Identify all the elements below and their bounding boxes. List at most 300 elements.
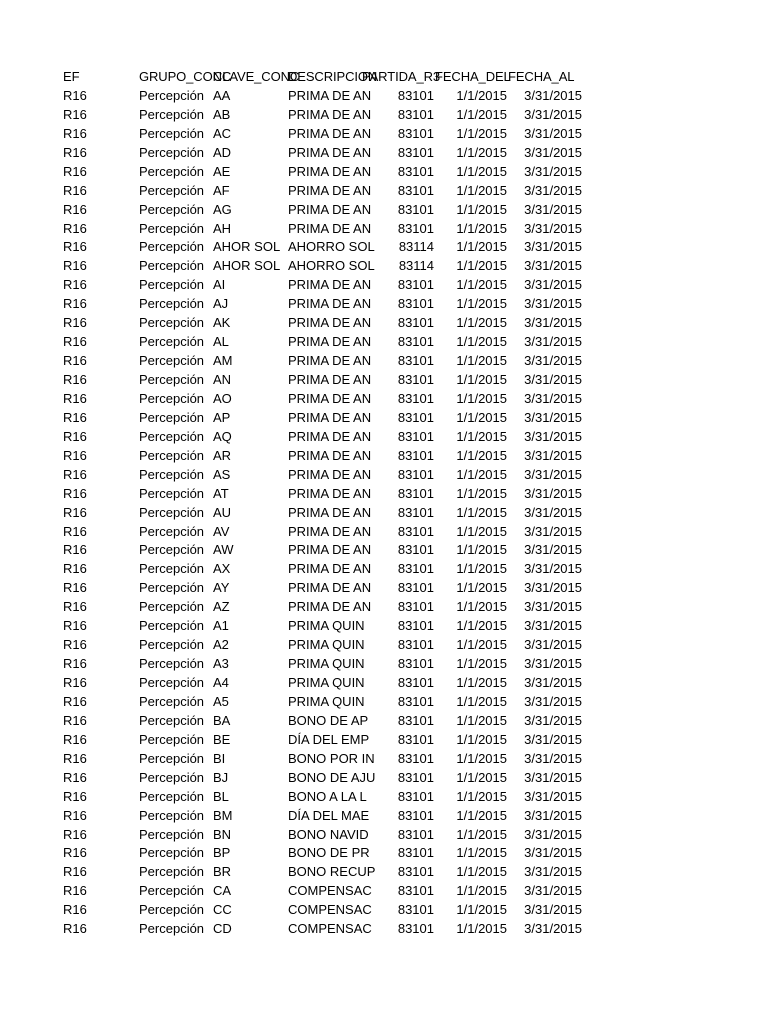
cell-grupo[interactable]: Percepción: [139, 845, 205, 861]
cell-clave[interactable]: AP: [213, 409, 231, 425]
cell-grupo[interactable]: Percepción: [139, 182, 205, 198]
cell-ef[interactable]: R16: [63, 409, 87, 425]
cell-clave[interactable]: AY: [213, 580, 230, 596]
cell-descripcion[interactable]: PRIMA DE AN: [288, 163, 372, 179]
cell-clave[interactable]: CD: [213, 921, 232, 937]
cell-descripcion[interactable]: COMPENSAC: [288, 883, 372, 899]
cell-fecha-del[interactable]: 1/1/2015: [456, 182, 507, 198]
cell-partida[interactable]: 83101: [397, 656, 434, 672]
cell-partida[interactable]: 83101: [397, 201, 434, 217]
cell-descripcion[interactable]: PRIMA DE AN: [288, 334, 372, 350]
cell-fecha-del[interactable]: 1/1/2015: [456, 353, 507, 369]
cell-descripcion[interactable]: AHORRO SOL: [288, 239, 375, 255]
cell-partida[interactable]: 83101: [397, 883, 434, 899]
cell-partida[interactable]: 83101: [397, 87, 434, 103]
cell-clave[interactable]: AK: [213, 315, 231, 331]
header-descripcion[interactable]: DESCRIPCION: [288, 69, 378, 84]
cell-clave[interactable]: AM: [213, 353, 233, 369]
cell-fecha-al[interactable]: 3/31/2015: [524, 902, 582, 918]
cell-clave[interactable]: BE: [213, 731, 231, 747]
cell-ef[interactable]: R16: [63, 675, 87, 690]
cell-ef[interactable]: R16: [63, 826, 87, 842]
cell-fecha-del[interactable]: 1/1/2015: [456, 428, 507, 444]
cell-fecha-del[interactable]: 1/1/2015: [456, 883, 507, 899]
cell-fecha-al[interactable]: 3/31/2015: [524, 428, 582, 444]
cell-descripcion[interactable]: PRIMA QUIN: [288, 693, 365, 709]
cell-clave[interactable]: AU: [213, 504, 232, 520]
cell-ef[interactable]: R16: [63, 561, 87, 577]
cell-ef[interactable]: R16: [63, 864, 87, 880]
cell-partida[interactable]: 83101: [397, 845, 434, 861]
cell-partida[interactable]: 83101: [397, 409, 434, 425]
cell-fecha-del[interactable]: 1/1/2015: [456, 769, 507, 785]
cell-descripcion[interactable]: BONO DE AJU: [288, 769, 376, 785]
cell-fecha-al[interactable]: 3/31/2015: [524, 296, 582, 312]
cell-partida[interactable]: 83101: [397, 372, 434, 387]
cell-fecha-del[interactable]: 1/1/2015: [456, 87, 507, 103]
cell-descripcion[interactable]: BONO RECUP: [288, 864, 376, 880]
cell-grupo[interactable]: Percepción: [139, 485, 205, 501]
cell-partida[interactable]: 83101: [397, 334, 434, 350]
cell-ef[interactable]: R16: [63, 182, 87, 198]
cell-ef[interactable]: R16: [63, 125, 87, 141]
cell-partida[interactable]: 83101: [397, 144, 434, 160]
cell-partida[interactable]: 83101: [397, 693, 434, 709]
cell-ef[interactable]: R16: [63, 390, 87, 406]
cell-clave[interactable]: AF: [213, 182, 230, 198]
cell-ef[interactable]: R16: [63, 296, 87, 312]
cell-fecha-del[interactable]: 1/1/2015: [456, 125, 507, 141]
cell-ef[interactable]: R16: [63, 372, 87, 387]
cell-clave[interactable]: AN: [213, 372, 232, 387]
cell-partida[interactable]: 83101: [397, 712, 434, 728]
cell-ef[interactable]: R16: [63, 428, 87, 444]
cell-grupo[interactable]: Percepción: [139, 769, 205, 785]
cell-fecha-del[interactable]: 1/1/2015: [456, 409, 507, 425]
cell-fecha-al[interactable]: 3/31/2015: [524, 485, 582, 501]
cell-fecha-al[interactable]: 3/31/2015: [524, 864, 582, 880]
cell-ef[interactable]: R16: [63, 106, 87, 122]
cell-ef[interactable]: R16: [63, 315, 87, 331]
cell-fecha-al[interactable]: 3/31/2015: [524, 769, 582, 785]
cell-grupo[interactable]: Percepción: [139, 902, 205, 918]
cell-partida[interactable]: 83101: [397, 182, 434, 198]
cell-fecha-del[interactable]: 1/1/2015: [456, 220, 507, 236]
cell-clave[interactable]: AHOR SOL: [213, 258, 281, 274]
cell-grupo[interactable]: Percepción: [139, 580, 205, 596]
cell-descripcion[interactable]: PRIMA DE AN: [288, 144, 372, 160]
cell-clave[interactable]: A1: [213, 618, 229, 634]
cell-fecha-al[interactable]: 3/31/2015: [524, 618, 582, 634]
cell-clave[interactable]: BJ: [213, 769, 229, 785]
cell-partida[interactable]: 83101: [397, 277, 434, 293]
cell-grupo[interactable]: Percepción: [139, 504, 205, 520]
cell-descripcion[interactable]: PRIMA DE AN: [288, 504, 372, 520]
cell-fecha-al[interactable]: 3/31/2015: [524, 675, 582, 690]
cell-ef[interactable]: R16: [63, 883, 87, 899]
cell-partida[interactable]: 83101: [397, 542, 434, 558]
header-fecha-al[interactable]: FECHA_AL: [508, 69, 575, 84]
cell-grupo[interactable]: Percepción: [139, 731, 205, 747]
cell-clave[interactable]: BI: [213, 750, 226, 766]
cell-fecha-al[interactable]: 3/31/2015: [524, 845, 582, 861]
cell-clave[interactable]: AW: [213, 542, 234, 558]
cell-fecha-al[interactable]: 3/31/2015: [524, 883, 582, 899]
cell-clave[interactable]: AX: [213, 561, 231, 577]
cell-fecha-del[interactable]: 1/1/2015: [456, 201, 507, 217]
cell-grupo[interactable]: Percepción: [139, 428, 205, 444]
cell-fecha-al[interactable]: 3/31/2015: [524, 921, 582, 937]
cell-grupo[interactable]: Percepción: [139, 334, 205, 350]
cell-ef[interactable]: R16: [63, 447, 87, 463]
cell-partida[interactable]: 83101: [397, 315, 434, 331]
cell-clave[interactable]: A2: [213, 637, 229, 653]
cell-partida[interactable]: 83101: [397, 428, 434, 444]
cell-grupo[interactable]: Percepción: [139, 163, 205, 179]
cell-fecha-al[interactable]: 3/31/2015: [524, 201, 582, 217]
cell-fecha-del[interactable]: 1/1/2015: [456, 750, 507, 766]
header-grupo[interactable]: GRUPO_CONC: [139, 69, 232, 84]
cell-descripcion[interactable]: COMPENSAC: [288, 921, 372, 937]
cell-clave[interactable]: AC: [213, 125, 232, 141]
cell-fecha-del[interactable]: 1/1/2015: [456, 864, 507, 880]
cell-fecha-del[interactable]: 1/1/2015: [456, 902, 507, 918]
cell-ef[interactable]: R16: [63, 731, 87, 747]
cell-fecha-del[interactable]: 1/1/2015: [456, 504, 507, 520]
cell-partida[interactable]: 83101: [397, 769, 434, 785]
cell-ef[interactable]: R16: [63, 220, 87, 236]
cell-descripcion[interactable]: PRIMA DE AN: [288, 277, 372, 293]
cell-fecha-al[interactable]: 3/31/2015: [524, 637, 582, 653]
cell-clave[interactable]: BR: [213, 864, 232, 880]
cell-grupo[interactable]: Percepción: [139, 466, 205, 482]
cell-grupo[interactable]: Percepción: [139, 637, 205, 653]
cell-fecha-del[interactable]: 1/1/2015: [456, 656, 507, 672]
cell-fecha-al[interactable]: 3/31/2015: [524, 106, 582, 122]
cell-grupo[interactable]: Percepción: [139, 390, 205, 406]
cell-partida[interactable]: 83101: [397, 921, 434, 937]
cell-grupo[interactable]: Percepción: [139, 125, 205, 141]
cell-partida[interactable]: 83101: [397, 618, 434, 634]
cell-descripcion[interactable]: PRIMA QUIN: [288, 618, 365, 634]
cell-ef[interactable]: R16: [63, 788, 87, 804]
cell-clave[interactable]: AO: [213, 390, 232, 406]
cell-fecha-del[interactable]: 1/1/2015: [456, 315, 507, 331]
cell-grupo[interactable]: Percepción: [139, 220, 205, 236]
cell-grupo[interactable]: Percepción: [139, 296, 205, 312]
cell-grupo[interactable]: Percepción: [139, 542, 205, 558]
header-partida[interactable]: PARTIDA_R3: [362, 69, 440, 84]
cell-partida[interactable]: 83101: [397, 163, 434, 179]
cell-partida[interactable]: 83101: [397, 807, 434, 823]
cell-fecha-del[interactable]: 1/1/2015: [456, 466, 507, 482]
cell-fecha-del[interactable]: 1/1/2015: [456, 693, 507, 709]
cell-grupo[interactable]: Percepción: [139, 239, 205, 255]
cell-descripcion[interactable]: PRIMA DE AN: [288, 561, 372, 577]
cell-fecha-al[interactable]: 3/31/2015: [524, 504, 582, 520]
cell-fecha-del[interactable]: 1/1/2015: [456, 561, 507, 577]
cell-clave[interactable]: AH: [213, 220, 232, 236]
cell-partida[interactable]: 83101: [397, 106, 434, 122]
cell-descripcion[interactable]: AHORRO SOL: [288, 258, 375, 274]
cell-descripcion[interactable]: PRIMA DE AN: [288, 580, 372, 596]
cell-fecha-al[interactable]: 3/31/2015: [524, 163, 582, 179]
cell-descripcion[interactable]: PRIMA DE AN: [288, 466, 372, 482]
cell-fecha-del[interactable]: 1/1/2015: [456, 599, 507, 615]
cell-fecha-del[interactable]: 1/1/2015: [456, 523, 507, 539]
cell-ef[interactable]: R16: [63, 163, 87, 179]
cell-descripcion[interactable]: PRIMA DE AN: [288, 485, 372, 501]
cell-fecha-del[interactable]: 1/1/2015: [456, 296, 507, 312]
cell-clave[interactable]: BL: [213, 788, 229, 804]
cell-clave[interactable]: AJ: [213, 296, 229, 312]
cell-ef[interactable]: R16: [63, 523, 87, 539]
header-fecha-del[interactable]: FECHA_DEL: [435, 69, 511, 84]
cell-clave[interactable]: AHOR SOL: [213, 239, 281, 255]
cell-fecha-al[interactable]: 3/31/2015: [524, 731, 582, 747]
cell-fecha-al[interactable]: 3/31/2015: [524, 466, 582, 482]
cell-partida[interactable]: 83101: [397, 599, 434, 615]
cell-fecha-del[interactable]: 1/1/2015: [456, 845, 507, 861]
cell-descripcion[interactable]: PRIMA DE AN: [288, 125, 372, 141]
cell-partida[interactable]: 83101: [397, 864, 434, 880]
cell-partida[interactable]: 83114: [398, 239, 434, 255]
cell-descripcion[interactable]: PRIMA DE AN: [288, 353, 372, 369]
cell-grupo[interactable]: Percepción: [139, 807, 205, 823]
cell-ef[interactable]: R16: [63, 599, 87, 615]
cell-fecha-al[interactable]: 3/31/2015: [524, 182, 582, 198]
cell-fecha-al[interactable]: 3/31/2015: [524, 788, 582, 804]
cell-fecha-al[interactable]: 3/31/2015: [524, 542, 582, 558]
cell-clave[interactable]: AT: [213, 485, 229, 501]
cell-ef[interactable]: R16: [63, 637, 87, 653]
cell-descripcion[interactable]: PRIMA QUIN: [288, 656, 365, 672]
cell-clave[interactable]: BA: [213, 712, 231, 728]
cell-clave[interactable]: AA: [213, 87, 231, 103]
cell-descripcion[interactable]: PRIMA DE AN: [288, 372, 372, 387]
cell-ef[interactable]: R16: [63, 902, 87, 918]
cell-fecha-al[interactable]: 3/31/2015: [524, 826, 582, 842]
cell-fecha-al[interactable]: 3/31/2015: [524, 125, 582, 141]
cell-fecha-del[interactable]: 1/1/2015: [456, 637, 507, 653]
cell-grupo[interactable]: Percepción: [139, 87, 205, 103]
cell-fecha-del[interactable]: 1/1/2015: [456, 447, 507, 463]
cell-clave[interactable]: A3: [213, 656, 229, 672]
cell-descripcion[interactable]: BONO DE PR: [288, 845, 370, 861]
cell-clave[interactable]: BN: [213, 826, 232, 842]
cell-partida[interactable]: 83101: [397, 466, 434, 482]
cell-descripcion[interactable]: BONO A LA L: [288, 788, 367, 804]
cell-ef[interactable]: R16: [63, 618, 87, 634]
cell-fecha-al[interactable]: 3/31/2015: [524, 807, 582, 823]
cell-descripcion[interactable]: PRIMA DE AN: [288, 447, 372, 463]
cell-ef[interactable]: R16: [63, 921, 87, 937]
cell-grupo[interactable]: Percepción: [139, 826, 205, 842]
cell-partida[interactable]: 83101: [397, 296, 434, 312]
cell-clave[interactable]: A5: [213, 693, 229, 709]
cell-clave[interactable]: AZ: [213, 599, 230, 615]
cell-fecha-al[interactable]: 3/31/2015: [524, 372, 582, 387]
header-ef[interactable]: EF: [63, 69, 80, 84]
cell-grupo[interactable]: Percepción: [139, 864, 205, 880]
cell-descripcion[interactable]: BONO DE AP: [288, 712, 369, 728]
cell-fecha-al[interactable]: 3/31/2015: [524, 599, 582, 615]
cell-partida[interactable]: 83101: [397, 390, 434, 406]
cell-partida[interactable]: 83101: [397, 788, 434, 804]
cell-fecha-al[interactable]: 3/31/2015: [524, 523, 582, 539]
cell-descripcion[interactable]: PRIMA DE AN: [288, 220, 372, 236]
cell-fecha-del[interactable]: 1/1/2015: [456, 334, 507, 350]
cell-partida[interactable]: 83101: [397, 485, 434, 501]
cell-fecha-del[interactable]: 1/1/2015: [456, 675, 507, 690]
cell-partida[interactable]: 83101: [397, 637, 434, 653]
cell-fecha-del[interactable]: 1/1/2015: [456, 826, 507, 842]
cell-fecha-del[interactable]: 1/1/2015: [456, 372, 507, 387]
cell-fecha-al[interactable]: 3/31/2015: [524, 693, 582, 709]
cell-grupo[interactable]: Percepción: [139, 372, 205, 387]
cell-ef[interactable]: R16: [63, 485, 87, 501]
cell-descripcion[interactable]: PRIMA DE AN: [288, 409, 372, 425]
cell-clave[interactable]: CC: [213, 902, 232, 918]
cell-descripcion[interactable]: COMPENSAC: [288, 902, 372, 918]
cell-clave[interactable]: AL: [213, 334, 229, 350]
cell-partida[interactable]: 83101: [397, 447, 434, 463]
cell-fecha-del[interactable]: 1/1/2015: [456, 807, 507, 823]
cell-grupo[interactable]: Percepción: [139, 315, 205, 331]
cell-fecha-del[interactable]: 1/1/2015: [456, 239, 507, 255]
cell-partida[interactable]: 83101: [397, 353, 434, 369]
cell-ef[interactable]: R16: [63, 845, 87, 861]
cell-fecha-del[interactable]: 1/1/2015: [456, 258, 507, 274]
cell-ef[interactable]: R16: [63, 656, 87, 672]
cell-grupo[interactable]: Percepción: [139, 409, 205, 425]
cell-fecha-del[interactable]: 1/1/2015: [456, 163, 507, 179]
cell-grupo[interactable]: Percepción: [139, 277, 205, 293]
cell-fecha-al[interactable]: 3/31/2015: [524, 277, 582, 293]
cell-clave[interactable]: BM: [213, 807, 233, 823]
cell-clave[interactable]: AE: [213, 163, 231, 179]
cell-ef[interactable]: R16: [63, 334, 87, 350]
cell-fecha-al[interactable]: 3/31/2015: [524, 656, 582, 672]
cell-grupo[interactable]: Percepción: [139, 750, 205, 766]
cell-fecha-al[interactable]: 3/31/2015: [524, 334, 582, 350]
cell-descripcion[interactable]: PRIMA DE AN: [288, 428, 372, 444]
cell-clave[interactable]: AQ: [213, 428, 232, 444]
cell-fecha-al[interactable]: 3/31/2015: [524, 409, 582, 425]
cell-descripcion[interactable]: PRIMA DE AN: [288, 390, 372, 406]
cell-grupo[interactable]: Percepción: [139, 258, 205, 274]
cell-descripcion[interactable]: DÍA DEL EMP: [288, 731, 370, 747]
cell-ef[interactable]: R16: [63, 201, 87, 217]
cell-grupo[interactable]: Percepción: [139, 618, 205, 634]
cell-partida[interactable]: 83101: [397, 561, 434, 577]
cell-clave[interactable]: AR: [213, 447, 232, 463]
cell-fecha-al[interactable]: 3/31/2015: [524, 353, 582, 369]
cell-fecha-al[interactable]: 3/31/2015: [524, 390, 582, 406]
cell-grupo[interactable]: Percepción: [139, 523, 205, 539]
cell-ef[interactable]: R16: [63, 693, 87, 709]
cell-descripcion[interactable]: PRIMA DE AN: [288, 296, 372, 312]
cell-fecha-al[interactable]: 3/31/2015: [524, 315, 582, 331]
cell-grupo[interactable]: Percepción: [139, 656, 205, 672]
cell-descripcion[interactable]: PRIMA DE AN: [288, 599, 372, 615]
cell-grupo[interactable]: Percepción: [139, 106, 205, 122]
cell-descripcion[interactable]: PRIMA DE AN: [288, 201, 372, 217]
cell-ef[interactable]: R16: [63, 769, 87, 785]
cell-descripcion[interactable]: BONO NAVID: [288, 826, 369, 842]
cell-fecha-del[interactable]: 1/1/2015: [456, 106, 507, 122]
cell-ef[interactable]: R16: [63, 542, 87, 558]
cell-fecha-del[interactable]: 1/1/2015: [456, 485, 507, 501]
cell-ef[interactable]: R16: [63, 504, 87, 520]
cell-fecha-al[interactable]: 3/31/2015: [524, 144, 582, 160]
cell-partida[interactable]: 83101: [397, 902, 434, 918]
cell-fecha-al[interactable]: 3/31/2015: [524, 712, 582, 728]
cell-grupo[interactable]: Percepción: [139, 712, 205, 728]
cell-grupo[interactable]: Percepción: [139, 599, 205, 615]
cell-fecha-al[interactable]: 3/31/2015: [524, 87, 582, 103]
cell-partida[interactable]: 83101: [397, 580, 434, 596]
cell-clave[interactable]: AG: [213, 201, 232, 217]
cell-partida[interactable]: 83101: [397, 826, 434, 842]
cell-ef[interactable]: R16: [63, 277, 87, 293]
cell-fecha-al[interactable]: 3/31/2015: [524, 220, 582, 236]
cell-clave[interactable]: AI: [213, 277, 226, 293]
cell-ef[interactable]: R16: [63, 144, 87, 160]
cell-grupo[interactable]: Percepción: [139, 353, 205, 369]
cell-fecha-al[interactable]: 3/31/2015: [524, 239, 582, 255]
cell-grupo[interactable]: Percepción: [139, 561, 205, 577]
cell-grupo[interactable]: Percepción: [139, 447, 205, 463]
cell-grupo[interactable]: Percepción: [139, 144, 205, 160]
cell-fecha-del[interactable]: 1/1/2015: [456, 277, 507, 293]
cell-fecha-al[interactable]: 3/31/2015: [524, 447, 582, 463]
cell-fecha-del[interactable]: 1/1/2015: [456, 144, 507, 160]
cell-clave[interactable]: AS: [213, 466, 231, 482]
cell-partida[interactable]: 83101: [397, 504, 434, 520]
cell-fecha-del[interactable]: 1/1/2015: [456, 921, 507, 937]
cell-descripcion[interactable]: PRIMA DE AN: [288, 87, 372, 103]
cell-fecha-al[interactable]: 3/31/2015: [524, 561, 582, 577]
cell-clave[interactable]: BP: [213, 845, 231, 861]
cell-ef[interactable]: R16: [63, 239, 87, 255]
header-clave[interactable]: CLAVE_CONC: [213, 69, 300, 84]
cell-grupo[interactable]: Percepción: [139, 788, 205, 804]
cell-fecha-del[interactable]: 1/1/2015: [456, 390, 507, 406]
cell-ef[interactable]: R16: [63, 750, 87, 766]
cell-ef[interactable]: R16: [63, 87, 87, 103]
cell-descripcion[interactable]: PRIMA DE AN: [288, 182, 372, 198]
cell-ef[interactable]: R16: [63, 353, 87, 369]
cell-fecha-del[interactable]: 1/1/2015: [456, 788, 507, 804]
cell-partida[interactable]: 83101: [397, 731, 434, 747]
cell-clave[interactable]: CA: [213, 883, 232, 899]
cell-descripcion[interactable]: PRIMA DE AN: [288, 542, 372, 558]
cell-grupo[interactable]: Percepción: [139, 693, 205, 709]
cell-grupo[interactable]: Percepción: [139, 675, 205, 690]
cell-fecha-del[interactable]: 1/1/2015: [456, 542, 507, 558]
cell-ef[interactable]: R16: [63, 580, 87, 596]
cell-fecha-del[interactable]: 1/1/2015: [456, 580, 507, 596]
cell-fecha-al[interactable]: 3/31/2015: [524, 750, 582, 766]
cell-clave[interactable]: A4: [213, 675, 229, 690]
cell-ef[interactable]: R16: [63, 807, 87, 823]
cell-partida[interactable]: 83101: [397, 675, 434, 690]
cell-clave[interactable]: AB: [213, 106, 231, 122]
cell-descripcion[interactable]: PRIMA DE AN: [288, 315, 372, 331]
cell-fecha-al[interactable]: 3/31/2015: [524, 580, 582, 596]
cell-fecha-del[interactable]: 1/1/2015: [456, 731, 507, 747]
